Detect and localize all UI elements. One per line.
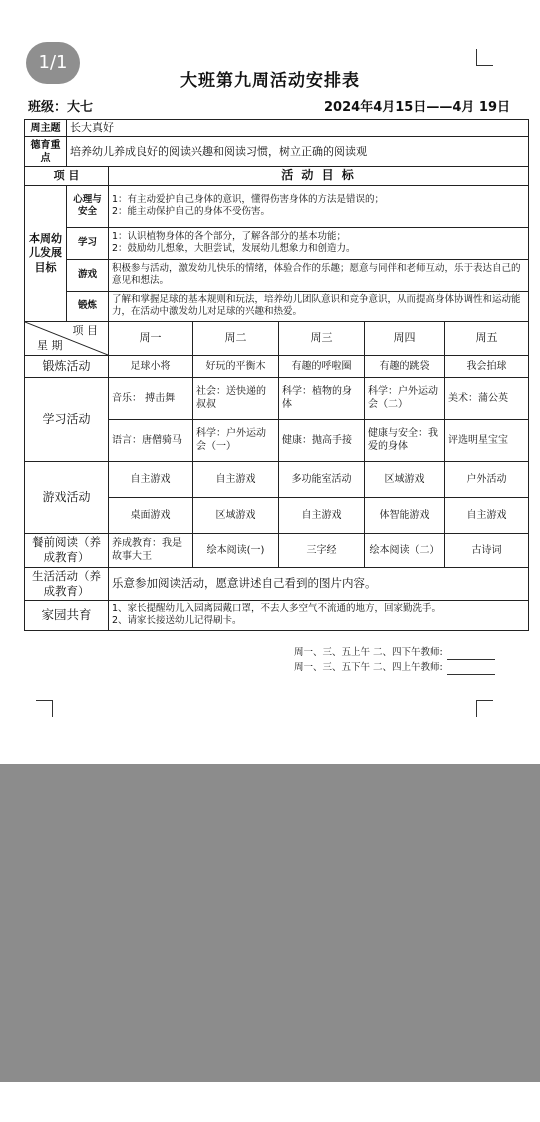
day-header-tue: 周二 [193, 321, 279, 355]
goal-row [25, 291, 529, 321]
moral-row [25, 137, 529, 167]
goal-line: 1：有主动爱护自己身体的意识，懂得伤害身体的方法是错误的； [112, 194, 385, 206]
date-range: 2024年4月15日——4月 19日 [324, 100, 510, 115]
theme-label: 周主题 [25, 120, 67, 137]
goal-line: 2：能主动保护自己的身体不受伤害。 [112, 206, 271, 218]
games-label: 游戏活动 [25, 461, 109, 533]
day-header-thu: 周四 [365, 321, 445, 355]
crop-mark-top-right [476, 49, 493, 66]
learning-cell: 科学：户外运动会（二） [365, 377, 445, 419]
goal-header-goal: 活 动 目 标 [109, 167, 529, 186]
page-count-badge: 1/1 [26, 42, 80, 84]
viewer-background [0, 764, 540, 1082]
learning-cell: 科学：户外运动会（一） [193, 419, 279, 461]
meal-reading-row [25, 533, 529, 567]
games-cell: 桌面游戏 [109, 497, 193, 533]
games-cell: 自主游戏 [279, 497, 365, 533]
goal-row [25, 227, 529, 259]
crop-mark-bottom-right [476, 700, 493, 717]
home-value [109, 600, 529, 630]
moral-value: 培养幼儿养成良好的阅读兴趣和阅读习惯，树立正确的阅读观 [67, 137, 529, 167]
learning-cell: 科学：植物的身体 [279, 377, 365, 419]
games-cell: 体智能游戏 [365, 497, 445, 533]
exercise-cell: 足球小将 [109, 355, 193, 377]
exercise-cell: 有趣的跳袋 [365, 355, 445, 377]
moral-label: 德育重点 [25, 137, 67, 167]
goal-row [25, 185, 529, 227]
learning-cell: 社会：送快递的叔叔 [193, 377, 279, 419]
learning-cell: 语言：唐僧骑马 [109, 419, 193, 461]
goal-text [109, 227, 529, 259]
meal-reading-cell: 绘本阅读（二） [365, 533, 445, 567]
home-label: 家园共育 [25, 600, 109, 630]
meal-reading-cell: 古诗词 [445, 533, 529, 567]
exercise-cell: 有趣的呼啦圈 [279, 355, 365, 377]
goal-text: 了解和掌握足球的基本规则和玩法，培养幼儿团队意识和竞争意识，从而提高身体协调性和运动能力，在活动中激发幼儿对足球的兴趣和热爱。 [109, 291, 529, 321]
life-label: 生活活动（养成教育） [25, 567, 109, 600]
home-line: 1、家长提醒幼儿入园离园戴口罩，不去人多空气不流通的地方，回家勤洗手。 [112, 602, 442, 614]
day-header-mon: 周一 [109, 321, 193, 355]
meal-reading-cell: 养成教育：我是故事大王 [109, 533, 193, 567]
signature-blank [447, 674, 495, 675]
day-header-fri: 周五 [445, 321, 529, 355]
home-line: 2、请家长接送幼儿记得刷卡。 [112, 615, 242, 627]
meal-reading-cell: 三字经 [279, 533, 365, 567]
games-cell: 区域游戏 [365, 461, 445, 497]
learning-row [25, 377, 529, 419]
meal-reading-cell: 绘本阅读(一) [193, 533, 279, 567]
teacher-signoff [294, 645, 495, 675]
life-row [25, 567, 529, 600]
goal-area: 锻炼 [67, 291, 109, 321]
games-cell: 多功能室活动 [279, 461, 365, 497]
learning-cell: 美术：蒲公英 [445, 377, 529, 419]
games-cell: 区域游戏 [193, 497, 279, 533]
games-cell: 自主游戏 [445, 497, 529, 533]
goal-row [25, 259, 529, 291]
viewer-bottom-bar [0, 1082, 540, 1122]
teacher-line: 周一、三、五下午 二、四上午教师: [294, 660, 495, 675]
goal-area: 游戏 [67, 259, 109, 291]
learning-cell: 健康与安全：我爱的身体 [365, 419, 445, 461]
learning-cell: 健康：抛高手接 [279, 419, 365, 461]
meal-reading-label: 餐前阅读（养成教育） [25, 533, 109, 567]
games-row [25, 461, 529, 497]
home-row [25, 600, 529, 630]
exercise-cell: 好玩的平衡木 [193, 355, 279, 377]
day-header-wed: 周三 [279, 321, 365, 355]
goal-area: 心理与安全 [67, 185, 109, 227]
theme-value: 长大真好 [67, 120, 529, 137]
document-title: 大班第九周活动安排表 [180, 71, 360, 91]
games-cell: 户外活动 [445, 461, 529, 497]
exercise-row [25, 355, 529, 377]
life-value: 乐意参加阅读活动，愿意讲述自己看到的图片内容。 [109, 567, 529, 600]
goal-header-row [25, 167, 529, 186]
learning-cell: 评选明星宝宝 [445, 419, 529, 461]
goal-header-item: 项 目 [25, 167, 109, 186]
corner-item-label: 项 目 [72, 323, 98, 337]
learning-label: 学习活动 [25, 377, 109, 461]
theme-row [25, 120, 529, 137]
item-week-corner [25, 321, 109, 355]
learning-cell: 音乐： 搏击舞 [109, 377, 193, 419]
goal-text: 积极参与活动，激发幼儿快乐的情绪，体验合作的乐趣；愿意与同伴和老师互动，乐于表达自己的意见和想法。 [109, 259, 529, 291]
teacher-line: 周一、三、五上午 二、四下午教师: [294, 645, 495, 660]
games-cell: 自主游戏 [193, 461, 279, 497]
day-header-row [25, 321, 529, 355]
class-info: 班级：大七 [28, 100, 94, 115]
crop-mark-bottom-left [36, 700, 53, 717]
goal-line: 2：鼓励幼儿想象，大胆尝试，发展幼儿想象力和创造力。 [112, 243, 356, 255]
corner-week-label: 星 期 [37, 338, 63, 352]
week-goals-label: 本周幼儿发展目标 [25, 185, 67, 321]
goal-area: 学习 [67, 227, 109, 259]
games-cell: 自主游戏 [109, 461, 193, 497]
goal-line: 1：认识植物身体的各个部分，了解各部分的基本功能； [112, 231, 347, 243]
schedule-table [24, 119, 529, 631]
exercise-label: 锻炼活动 [25, 355, 109, 377]
goal-text [109, 185, 529, 227]
exercise-cell: 我会拍球 [445, 355, 529, 377]
